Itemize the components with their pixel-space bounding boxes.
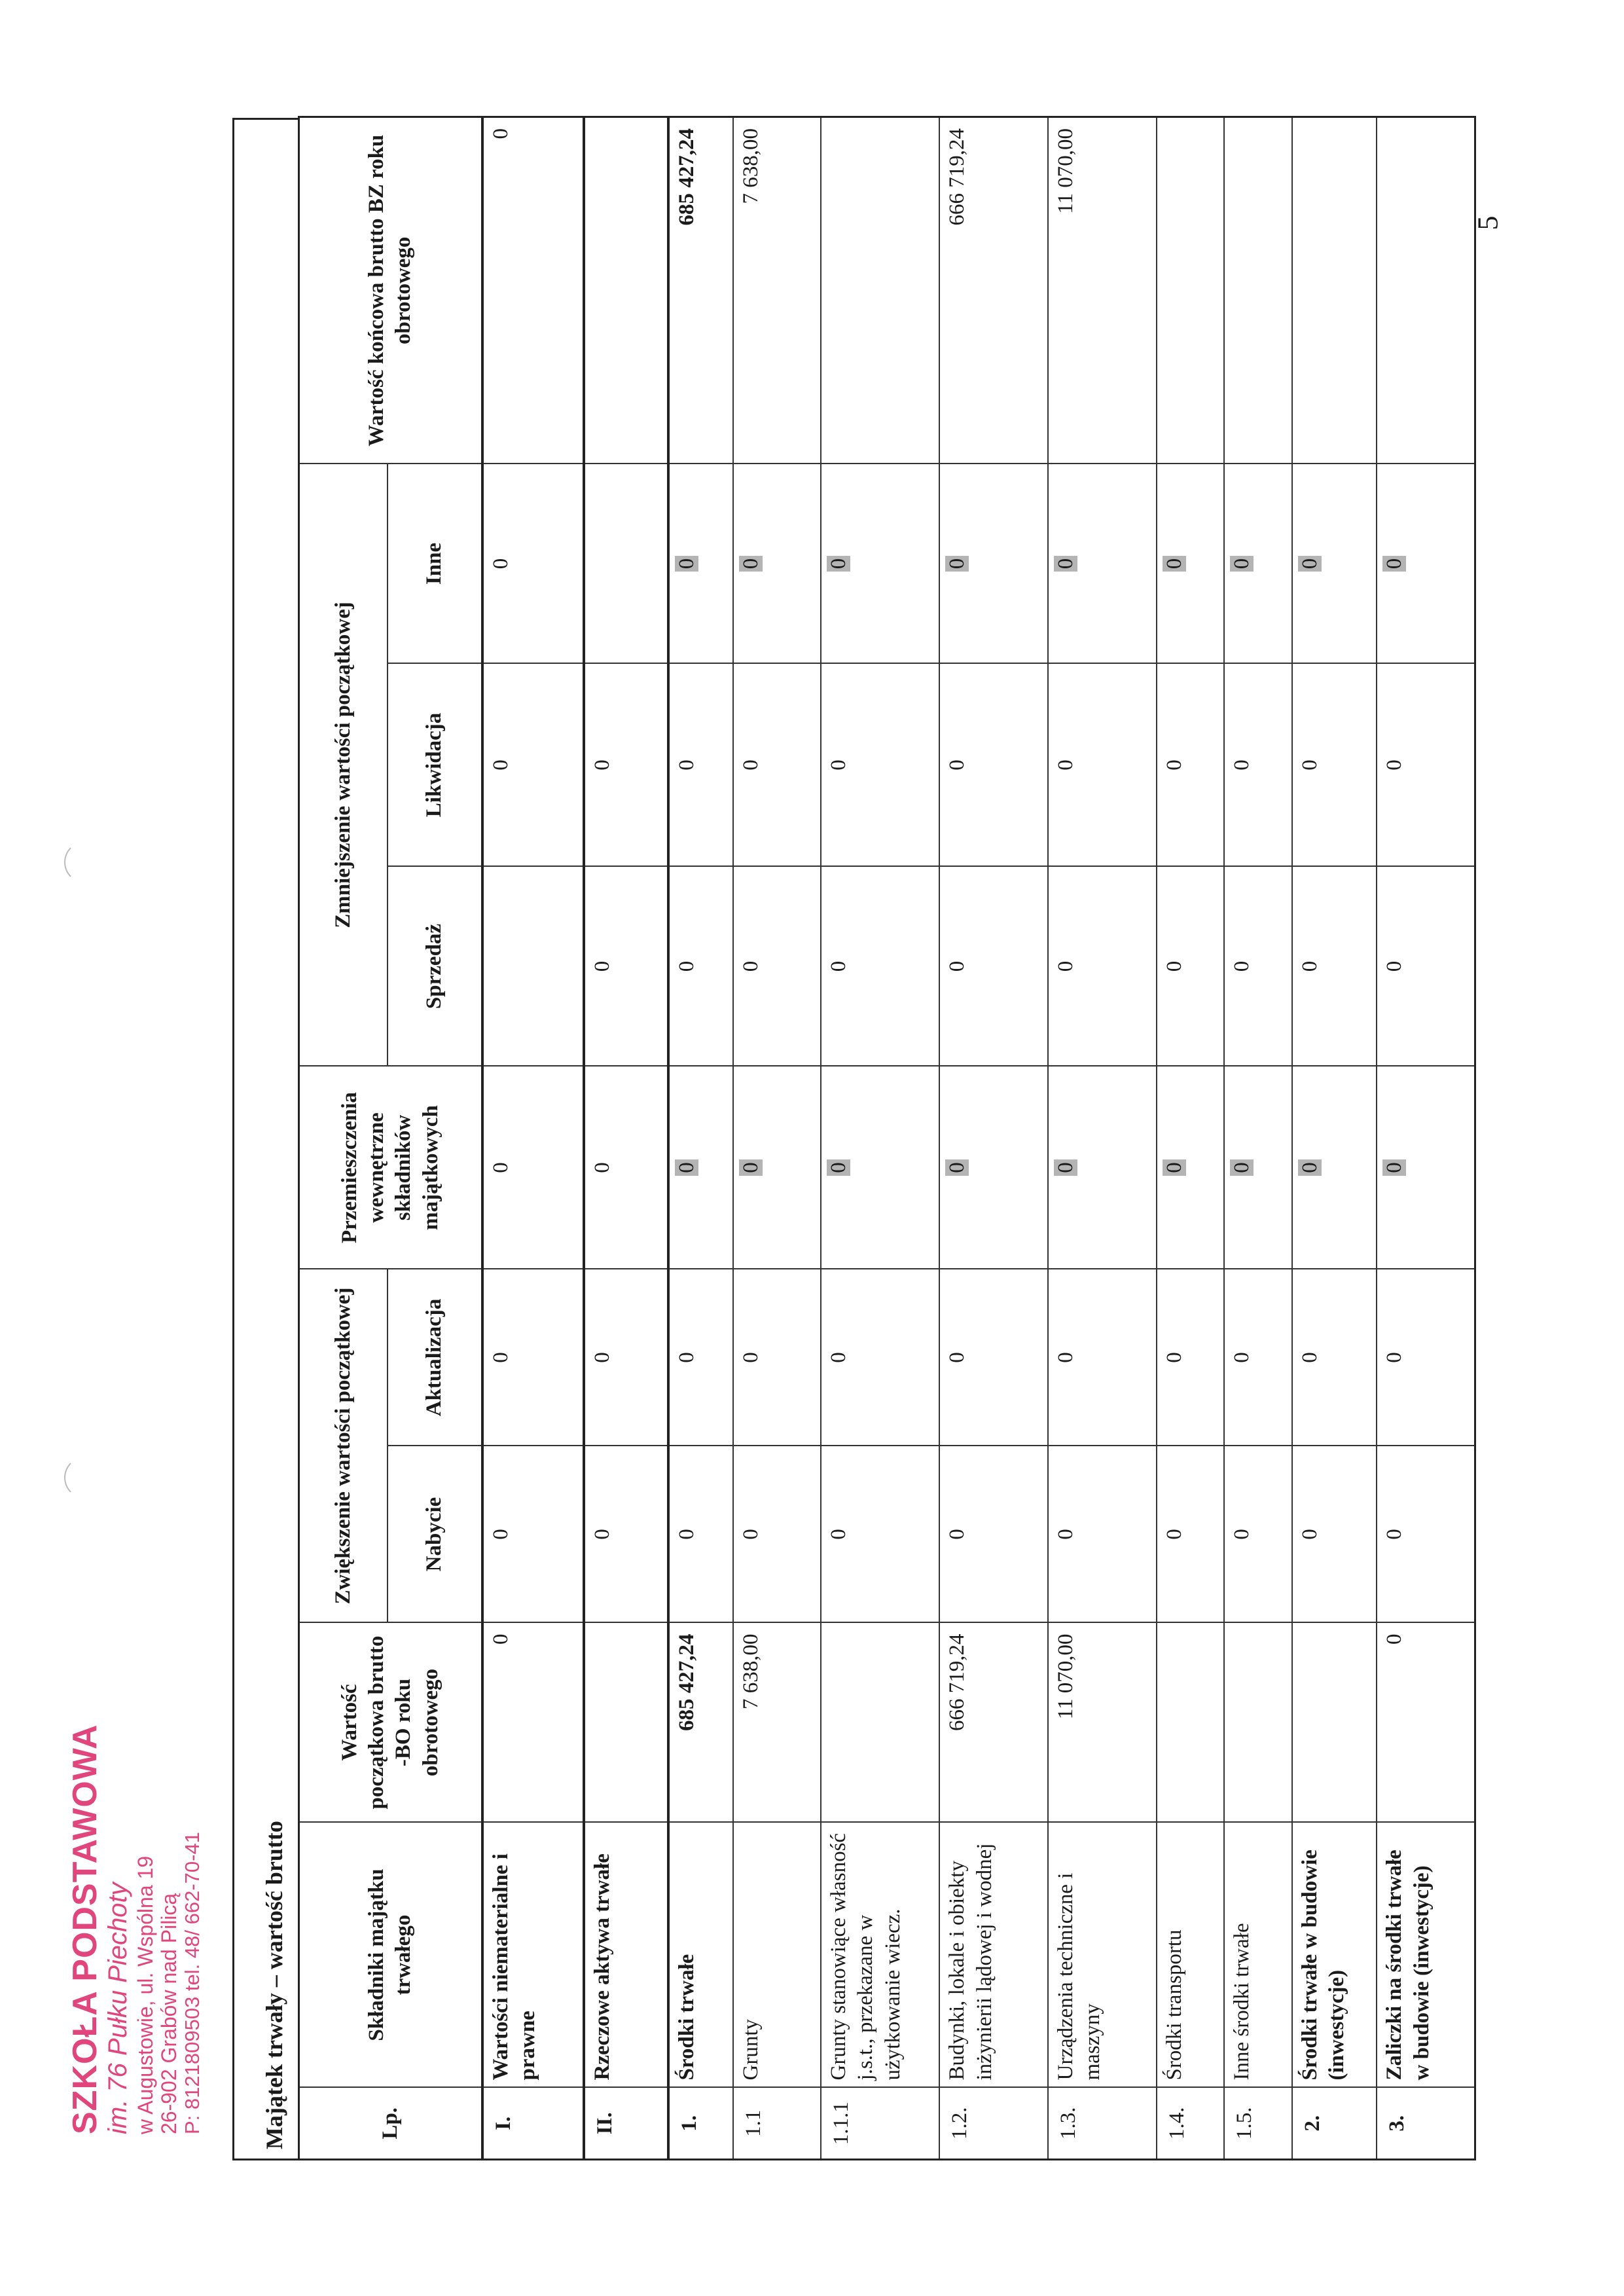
- row-lp: 1.: [668, 2088, 732, 2160]
- row-lp: I.: [482, 2088, 584, 2160]
- scan-mark: [64, 1457, 106, 1499]
- row-transfers: 0: [1163, 1159, 1186, 1176]
- row-liquidation: 0: [821, 664, 939, 867]
- header-revaluation: Aktualizacja: [388, 1269, 482, 1446]
- row-opening: [821, 1623, 939, 1823]
- row-name: Budynki, lokale i obiekty inżynierii lądowej i wodnej: [939, 1823, 1048, 2088]
- row-transfers: 0: [1382, 1159, 1406, 1176]
- row-name: Środki trwałe w budowie (inwestycje): [1292, 1823, 1377, 2088]
- row-liquidation: 0: [668, 664, 732, 867]
- row-closing: 11 070,00: [1048, 117, 1157, 464]
- table-row: [821, 117, 939, 2160]
- row-lp: 3.: [1377, 2088, 1475, 2160]
- row-closing: 666 719,24: [939, 117, 1048, 464]
- row-sale: 0: [668, 867, 732, 1066]
- row-liquidation: 0: [1157, 664, 1225, 867]
- row-sale: 0: [1292, 867, 1377, 1066]
- row-closing: [1292, 117, 1377, 464]
- row-transfers: 0: [675, 1159, 698, 1176]
- row-other: 0: [1298, 556, 1322, 572]
- school-stamp: [65, 1650, 204, 2134]
- row-name: Rzeczowe aktywa trwałe: [584, 1823, 668, 2088]
- table-row: [733, 117, 821, 2160]
- row-closing: [1224, 117, 1292, 464]
- header-sale: Sprzedaż: [388, 867, 482, 1066]
- row-purchase: 0: [1224, 1446, 1292, 1623]
- row-closing: 7 638,00: [733, 117, 821, 464]
- row-opening: [1157, 1623, 1225, 1823]
- row-opening: 11 070,00: [1048, 1623, 1157, 1823]
- row-revaluation: 0: [482, 1269, 584, 1446]
- row-opening: 0: [482, 1623, 584, 1823]
- table-row: [668, 117, 732, 2160]
- row-purchase: 0: [1157, 1446, 1225, 1623]
- row-other: [584, 464, 668, 664]
- row-closing: [1377, 117, 1475, 464]
- header-lp: Lp.: [299, 2088, 482, 2160]
- row-opening: 666 719,24: [939, 1623, 1048, 1823]
- row-lp: 1.5.: [1224, 2088, 1292, 2160]
- row-purchase: 0: [939, 1446, 1048, 1623]
- row-other: 0: [945, 556, 969, 572]
- header-opening-value: Wartość początkowa brutto -BO roku obrotowego: [299, 1623, 482, 1823]
- row-purchase: 0: [584, 1446, 668, 1623]
- row-opening: 7 638,00: [733, 1623, 821, 1823]
- row-lp: 1.1.1: [821, 2088, 939, 2160]
- header-closing-value: Wartość końcowa brutto BZ roku obrotowego: [299, 117, 482, 464]
- row-opening: [1292, 1623, 1377, 1823]
- table-row: [1048, 117, 1157, 2160]
- row-revaluation: 0: [668, 1269, 732, 1446]
- row-revaluation: 0: [733, 1269, 821, 1446]
- row-purchase: 0: [733, 1446, 821, 1623]
- row-name: Grunty: [733, 1823, 821, 2088]
- row-sale: 0: [821, 867, 939, 1066]
- row-purchase: 0: [668, 1446, 732, 1623]
- row-other: 0: [1054, 556, 1077, 572]
- row-liquidation: 0: [939, 664, 1048, 867]
- row-revaluation: 0: [584, 1269, 668, 1446]
- table-row: [1224, 117, 1292, 2160]
- row-transfers: 0: [482, 1066, 584, 1269]
- header-decrease-group: Zmniejszenie wartości początkowej: [299, 464, 388, 1066]
- row-opening: 685 427,24: [668, 1623, 732, 1823]
- row-liquidation: 0: [1377, 664, 1475, 867]
- row-transfers: 0: [827, 1159, 850, 1176]
- row-transfers: 0: [1230, 1159, 1254, 1176]
- row-sale: 0: [1377, 867, 1475, 1066]
- table-row: [482, 117, 584, 2160]
- row-lp: 2.: [1292, 2088, 1377, 2160]
- stamp-address-line2: 26-902 Grabów nad Pilicą: [157, 1893, 181, 2134]
- row-name: Grunty stanowiące własność j.s.t., przekazane w użytkowanie wiecz.: [821, 1823, 939, 2088]
- header-purchase: Nabycie: [388, 1446, 482, 1623]
- row-transfers: 0: [945, 1159, 969, 1176]
- row-purchase: 0: [482, 1446, 584, 1623]
- table-row: [1377, 117, 1475, 2160]
- row-name: Zaliczki na środki trwałe w budowie (inwestycje): [1377, 1823, 1475, 2088]
- row-purchase: 0: [1048, 1446, 1157, 1623]
- row-other: 0: [482, 464, 584, 664]
- table-row: [584, 117, 668, 2160]
- row-revaluation: 0: [1224, 1269, 1292, 1446]
- row-closing: 0: [482, 117, 584, 464]
- row-other: 0: [1163, 556, 1186, 572]
- row-purchase: 0: [1377, 1446, 1475, 1623]
- table-row: [1292, 117, 1377, 2160]
- row-sale: 0: [1048, 867, 1157, 1066]
- table-caption: Majątek trwały – wartość brutto: [232, 118, 298, 2160]
- row-liquidation: 0: [1224, 664, 1292, 867]
- row-liquidation: 0: [482, 664, 584, 867]
- row-transfers: 0: [1298, 1159, 1322, 1176]
- row-lp: 1.2.: [939, 2088, 1048, 2160]
- row-name: Wartości niematerialne i prawne: [482, 1823, 584, 2088]
- row-closing: 685 427,24: [668, 117, 732, 464]
- row-lp: 1.1: [733, 2088, 821, 2160]
- row-revaluation: 0: [1292, 1269, 1377, 1446]
- row-opening: [1224, 1623, 1292, 1823]
- row-sale: 0: [1157, 867, 1225, 1066]
- stamp-school-name: SZKOŁA PODSTAWOWA: [66, 1724, 104, 2134]
- row-revaluation: 0: [1048, 1269, 1157, 1446]
- row-revaluation: 0: [1377, 1269, 1475, 1446]
- row-transfers: 0: [1054, 1159, 1077, 1176]
- stamp-address-line1: w Augustowie, ul. Wspólna 19: [134, 1855, 157, 2134]
- row-name: Środki trwałe: [668, 1823, 732, 2088]
- header-increase-group: Zwiększenie wartości początkowej: [299, 1269, 388, 1623]
- header-other: Inne: [388, 464, 482, 664]
- row-opening: 0: [1377, 1623, 1475, 1823]
- row-lp: 1.4.: [1157, 2088, 1225, 2160]
- stamp-contact: P: 8121809503 tel. 48/ 662-70-41: [181, 1832, 204, 2134]
- fixed-assets-table: [298, 116, 1476, 2160]
- rotated-document: [232, 118, 1476, 2160]
- row-name: Urządzenia techniczne i maszyny: [1048, 1823, 1157, 2088]
- row-name: Inne środki trwałe: [1224, 1823, 1292, 2088]
- row-name: Środki transportu: [1157, 1823, 1225, 2088]
- row-revaluation: 0: [939, 1269, 1048, 1446]
- row-closing: [584, 117, 668, 464]
- row-lp: II.: [584, 2088, 668, 2160]
- row-sale: 0: [1224, 867, 1292, 1066]
- row-closing: [1157, 117, 1225, 464]
- row-liquidation: 0: [1048, 664, 1157, 867]
- row-transfers: 0: [739, 1159, 763, 1176]
- row-other: 0: [739, 556, 763, 572]
- row-other: 0: [675, 556, 698, 572]
- stamp-patron: im. 76 Pułku Piechoty: [103, 1882, 132, 2134]
- row-lp: 1.3.: [1048, 2088, 1157, 2160]
- row-sale: 0: [584, 867, 668, 1066]
- row-opening: [584, 1623, 668, 1823]
- row-other: 0: [827, 556, 850, 572]
- row-sale: 0: [939, 867, 1048, 1066]
- row-closing: [821, 117, 939, 464]
- row-other: 0: [1230, 556, 1254, 572]
- row-sale: 0: [733, 867, 821, 1066]
- row-purchase: 0: [1292, 1446, 1377, 1623]
- row-transfers: 0: [584, 1066, 668, 1269]
- row-purchase: 0: [821, 1446, 939, 1623]
- header-internal-transfers: Przemieszczenia wewnętrzne składników majątkowych: [299, 1066, 482, 1269]
- row-liquidation: 0: [733, 664, 821, 867]
- scan-mark: [64, 841, 106, 883]
- row-sale: [482, 867, 584, 1066]
- row-revaluation: 0: [821, 1269, 939, 1446]
- row-other: 0: [1382, 556, 1406, 572]
- row-liquidation: 0: [1292, 664, 1377, 867]
- page-number: 5: [1471, 215, 1504, 230]
- table-row: [1157, 117, 1225, 2160]
- row-liquidation: 0: [584, 664, 668, 867]
- row-revaluation: 0: [1157, 1269, 1225, 1446]
- table-row: [939, 117, 1048, 2160]
- header-component: Składniki majątku trwałego: [299, 1823, 482, 2088]
- header-liquidation: Likwidacja: [388, 664, 482, 867]
